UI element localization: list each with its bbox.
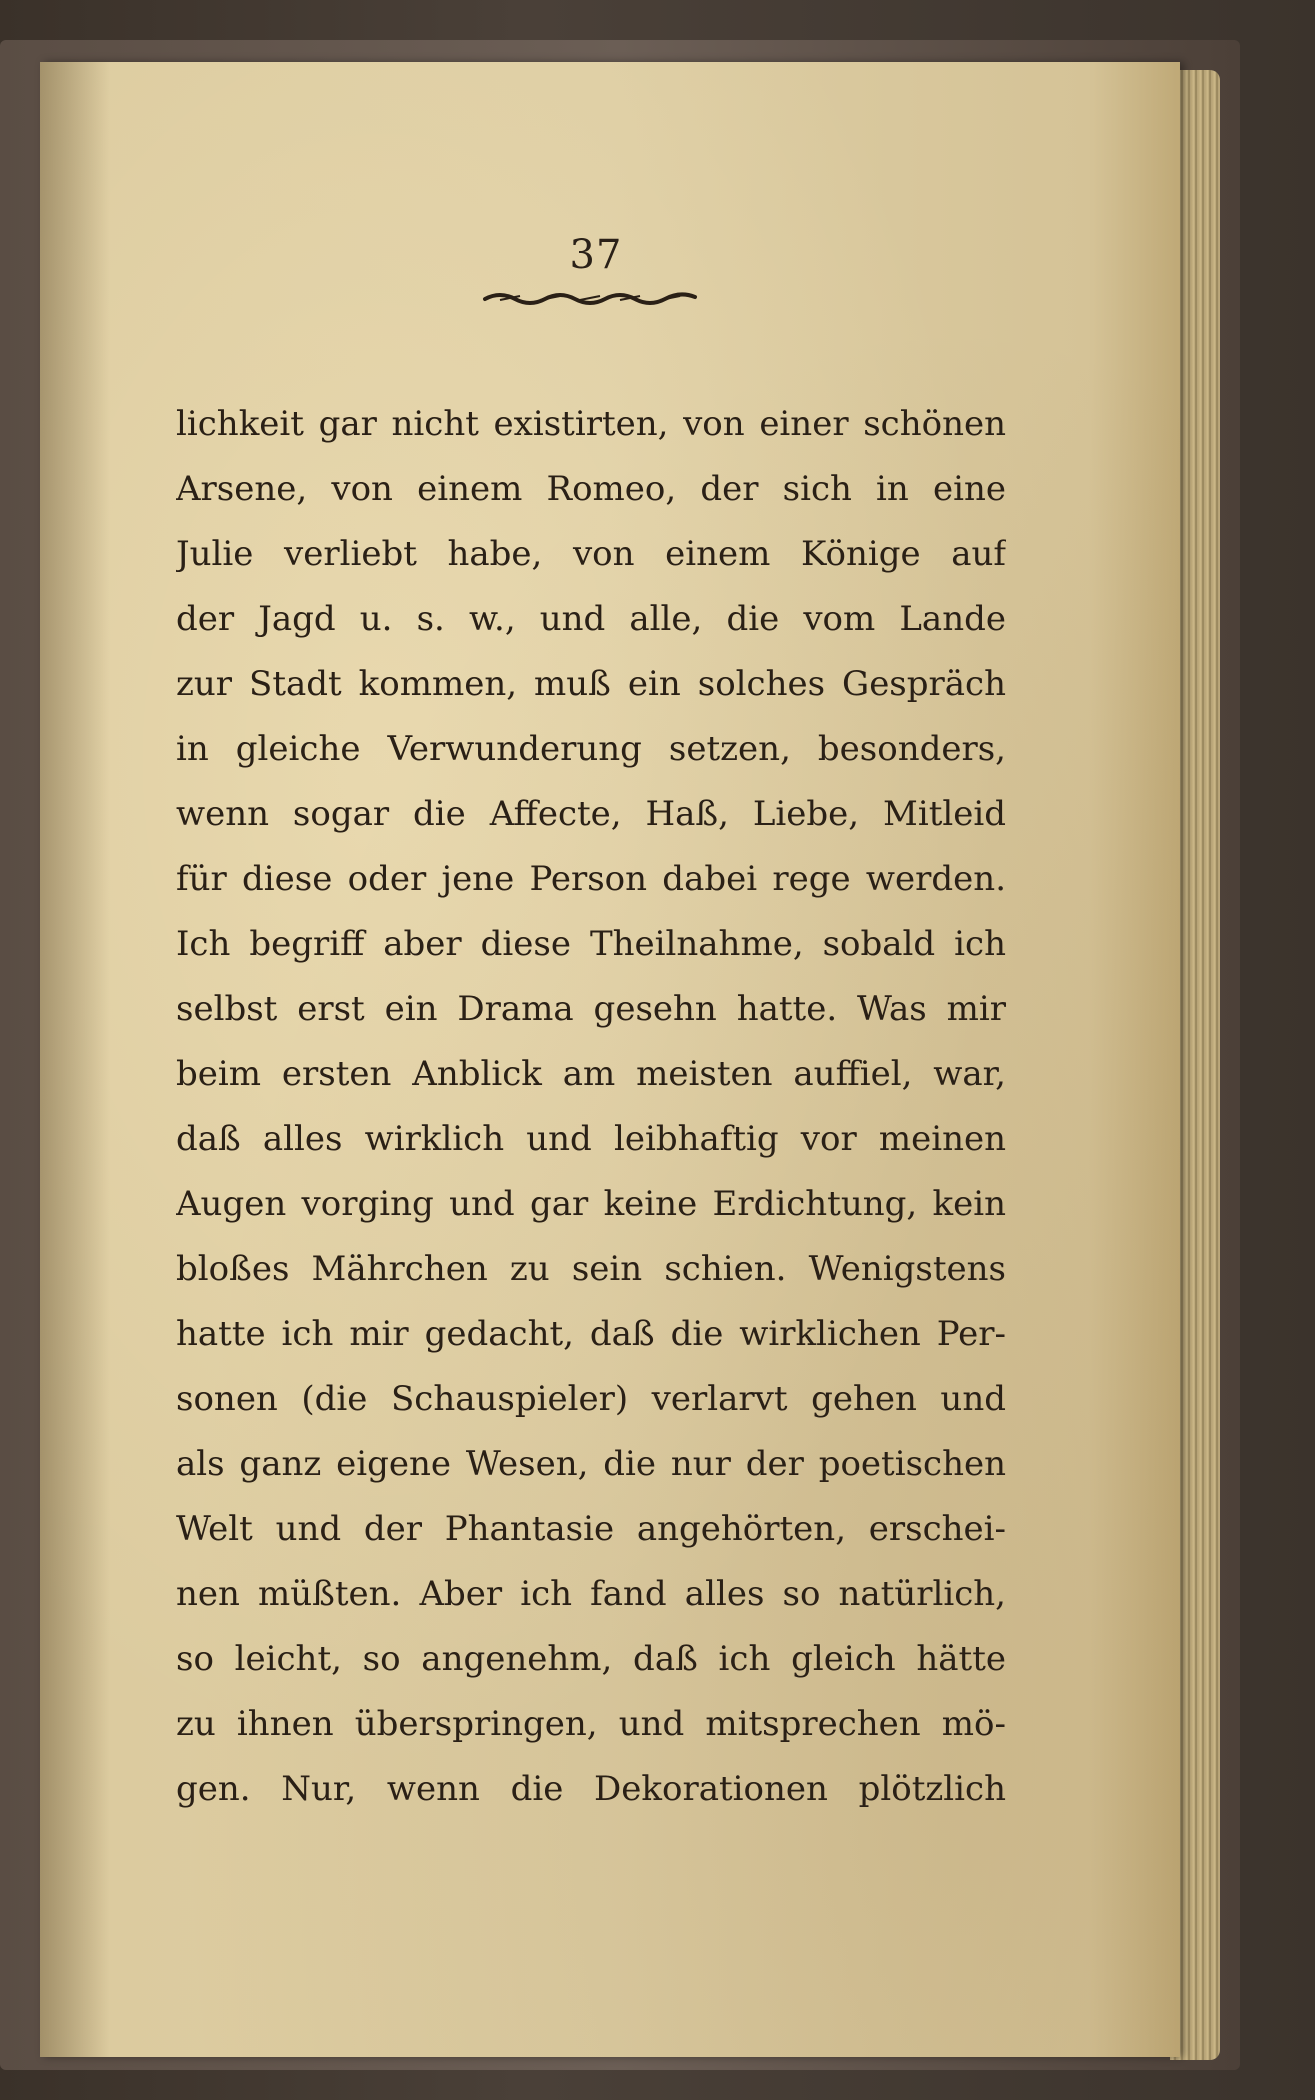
page-number: 37 xyxy=(569,232,623,278)
spine-shadow xyxy=(40,62,110,2057)
text-line: beim ersten Anblick am meisten auffiel, war, xyxy=(176,1054,1006,1094)
text-line: zu ihnen überspringen, und mitsprechen mö- xyxy=(176,1704,1006,1744)
text-line: gen. Nur, wenn die Dekorationen plötzlich xyxy=(176,1769,1006,1809)
text-line: daß alles wirklich und leibhaftig vor meinen xyxy=(176,1119,1006,1159)
text-line: sonen (die Schauspieler) verlarvt gehen und xyxy=(176,1379,1006,1419)
text-line: bloßes Mährchen zu sein schien. Wenigstens xyxy=(176,1249,1006,1289)
text-line: für diese oder jene Person dabei rege werden. xyxy=(176,859,1006,899)
text-line: in gleiche Verwunderung setzen, besonders, xyxy=(176,729,1006,769)
text-line: selbst erst ein Drama gesehn hatte. Was mir xyxy=(176,989,1006,1029)
wavy-rule-ornament-icon xyxy=(480,287,710,307)
text-line: Arsene, von einem Romeo, der sich in eine xyxy=(176,469,1006,509)
text-line: lichkeit gar nicht existirten, von einer schönen xyxy=(176,404,1006,444)
text-line: Augen vorging und gar keine Erdichtung, kein xyxy=(176,1184,1006,1224)
text-line: so leicht, so angenehm, daß ich gleich hätte xyxy=(176,1639,1006,1679)
text-line: nen müßten. Aber ich fand alles so natürlich, xyxy=(176,1574,1006,1614)
text-line: zur Stadt kommen, muß ein solches Gespräch xyxy=(176,664,1006,704)
text-line: Ich begriff aber diese Theilnahme, sobald ich xyxy=(176,924,1006,964)
text-line: der Jagd u. s. w., und alle, die vom Lande xyxy=(176,599,1006,639)
body-text xyxy=(176,392,1006,1822)
text-line: Welt und der Phantasie angehörten, erschei- xyxy=(176,1509,1006,1549)
book-page xyxy=(40,62,1180,2057)
text-line: wenn sogar die Affecte, Haß, Liebe, Mitleid xyxy=(176,794,1006,834)
text-line: hatte ich mir gedacht, daß die wirklichen Per- xyxy=(176,1314,1006,1354)
text-line: Julie verliebt habe, von einem Könige auf xyxy=(176,534,1006,574)
text-line: als ganz eigene Wesen, die nur der poetischen xyxy=(176,1444,1006,1484)
